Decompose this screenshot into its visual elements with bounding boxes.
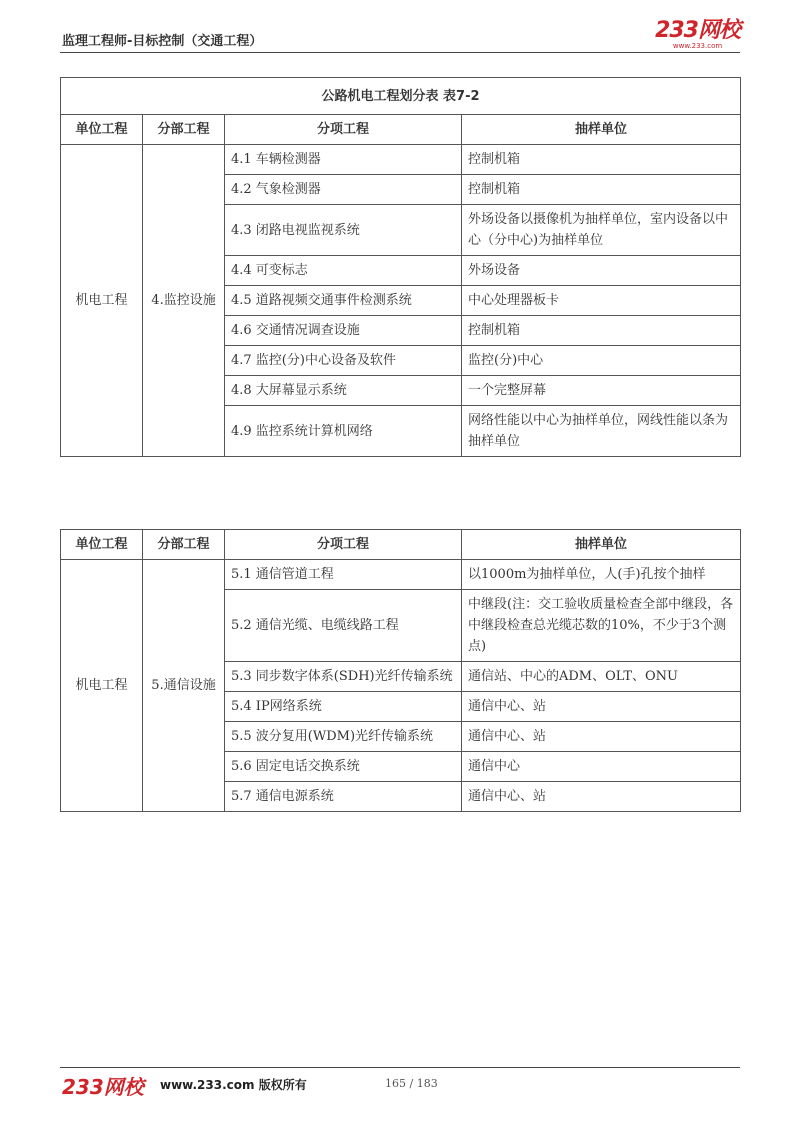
sample-cell: 网络性能以中心为抽样单位，网线性能以条为抽样单位 (462, 406, 741, 457)
col-header-item: 分项工程 (225, 115, 462, 145)
table-communication (60, 529, 741, 812)
item-cell: 5.2 通信光缆、电缆线路工程 (225, 590, 462, 662)
item-cell: 4.2 气象检测器 (225, 175, 462, 205)
sample-cell: 通信站、中心的ADM、OLT、ONU (462, 662, 741, 692)
page-number: 165 / 183 (385, 1077, 438, 1090)
item-cell: 5.1 通信管道工程 (225, 560, 462, 590)
table-caption: 公路机电工程划分表 表7-2 (61, 78, 741, 115)
sample-cell: 外场设备以摄像机为抽样单位，室内设备以中心（分中心)为抽样单位 (462, 205, 741, 256)
item-cell: 4.6 交通情况调查设施 (225, 316, 462, 346)
table-row (61, 145, 741, 175)
unit-cell: 机电工程 (61, 560, 143, 812)
col-header-item: 分项工程 (225, 530, 462, 560)
subsection-cell: 4.监控设施 (143, 145, 225, 457)
logo-url: www.233.com (672, 42, 723, 50)
item-cell: 5.7 通信电源系统 (225, 782, 462, 812)
header-divider (60, 52, 740, 53)
col-header-subsection: 分部工程 (143, 530, 225, 560)
sample-cell: 通信中心、站 (462, 722, 741, 752)
table-monitoring (60, 77, 741, 457)
item-cell: 4.3 闭路电视监视系统 (225, 205, 462, 256)
sample-cell: 中继段(注：交工验收质量检查全部中继段，各中继段检查总光缆芯数的10%，不少于3个测点) (462, 590, 741, 662)
footer-logo[interactable]: 233网校 (62, 1075, 144, 1099)
sample-cell: 以1000m为抽样单位，人(手)孔按个抽样 (462, 560, 741, 590)
col-header-unit: 单位工程 (61, 115, 143, 145)
item-cell: 5.6 固定电话交换系统 (225, 752, 462, 782)
table-header-row (61, 115, 741, 145)
item-cell: 4.7 监控(分)中心设备及软件 (225, 346, 462, 376)
table-header-row (61, 530, 741, 560)
item-cell: 4.9 监控系统计算机网络 (225, 406, 462, 457)
item-cell: 5.5 波分复用(WDM)光纤传输系统 (225, 722, 462, 752)
sample-cell: 控制机箱 (462, 175, 741, 205)
sample-cell: 通信中心 (462, 752, 741, 782)
item-cell: 4.1 车辆检测器 (225, 145, 462, 175)
logo-text: 233网校 (655, 18, 740, 43)
sample-cell: 控制机箱 (462, 145, 741, 175)
sample-cell: 通信中心、站 (462, 782, 741, 812)
table-row (61, 560, 741, 590)
item-cell: 4.4 可变标志 (225, 256, 462, 286)
item-cell: 5.3 同步数字体系(SDH)光纤传输系统 (225, 662, 462, 692)
sample-cell: 一个完整屏幕 (462, 376, 741, 406)
sample-cell: 控制机箱 (462, 316, 741, 346)
col-header-sample: 抽样单位 (462, 115, 741, 145)
col-header-sample: 抽样单位 (462, 530, 741, 560)
sample-cell: 中心处理器板卡 (462, 286, 741, 316)
col-header-unit: 单位工程 (61, 530, 143, 560)
footer-divider (60, 1067, 740, 1068)
item-cell: 4.5 道路视频交通事件检测系统 (225, 286, 462, 316)
unit-cell: 机电工程 (61, 145, 143, 457)
item-cell: 5.4 IP网络系统 (225, 692, 462, 722)
document-header-title: 监理工程师-目标控制（交通工程） (62, 34, 263, 49)
brand-logo[interactable] (655, 20, 740, 50)
sample-cell: 监控(分)中心 (462, 346, 741, 376)
subsection-cell: 5.通信设施 (143, 560, 225, 812)
footer-copyright: www.233.com 版权所有 (160, 1078, 307, 1092)
item-cell: 4.8 大屏幕显示系统 (225, 376, 462, 406)
sample-cell: 外场设备 (462, 256, 741, 286)
col-header-subsection: 分部工程 (143, 115, 225, 145)
sample-cell: 通信中心、站 (462, 692, 741, 722)
